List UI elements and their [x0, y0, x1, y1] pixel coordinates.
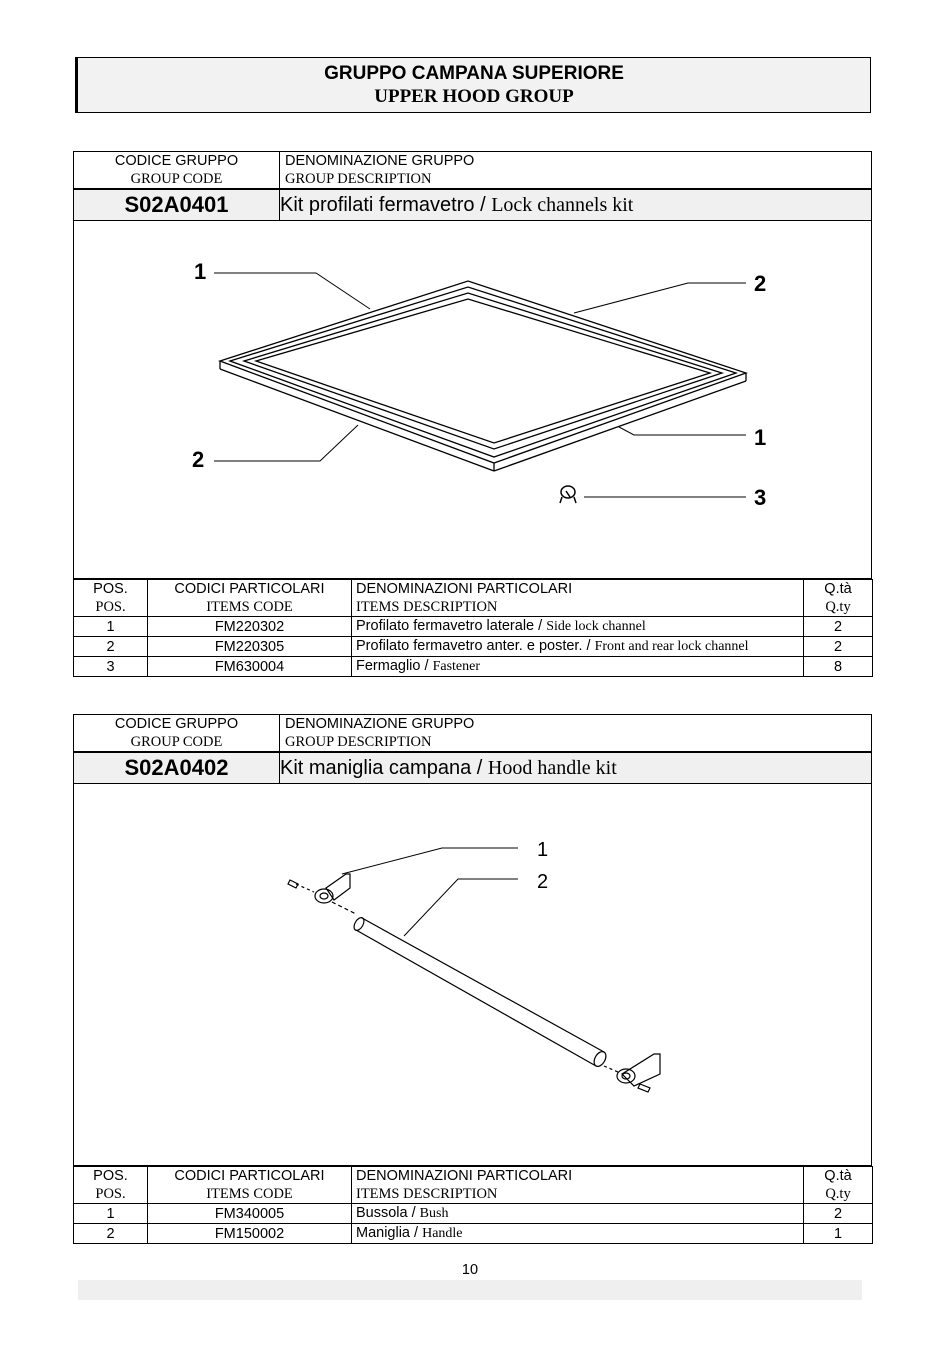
item-qty: 2 [804, 1204, 873, 1224]
group-code-label-en: GROUP CODE [130, 734, 223, 750]
group-code-label-it: CODICE GRUPPO [114, 716, 239, 732]
hood-handle-illustration [74, 784, 871, 1166]
item-qty: 2 [804, 617, 873, 637]
callout-2-left: 2 [192, 447, 205, 472]
table-row [74, 657, 873, 677]
items-table [73, 579, 873, 677]
group-description-header [280, 715, 872, 753]
item-description: Fermaglio / Fastener [352, 657, 804, 677]
table-row [74, 1204, 873, 1224]
qty-column-header: Q.tà Q.ty [804, 580, 873, 617]
item-code: FM340005 [148, 1204, 352, 1224]
item-code: FM150002 [148, 1224, 352, 1244]
item-code: FM220305 [148, 637, 352, 657]
pos-column-header: POS. POS. [74, 1167, 148, 1204]
lock-channels-frame-illustration [74, 221, 871, 579]
item-pos: 1 [74, 1204, 148, 1224]
item-qty: 8 [804, 657, 873, 677]
group-section-1 [73, 151, 872, 677]
page-title-box [75, 57, 871, 113]
group-section-2 [73, 714, 872, 1244]
group-name-it: Kit maniglia campana / [280, 756, 488, 779]
group-code: S02A0401 [74, 189, 280, 221]
page-number: 10 [461, 1262, 479, 1278]
item-pos: 3 [74, 657, 148, 677]
fastener-icon [560, 486, 576, 503]
group-name-en: Hood handle kit [487, 756, 617, 779]
callout-2-right: 2 [754, 271, 767, 296]
item-pos: 1 [74, 617, 148, 637]
item-qty: 2 [804, 637, 873, 657]
group-code-header [74, 152, 280, 190]
item-description: Profilato fermavetro anter. e poster. / Front and rear lock channel [352, 637, 804, 657]
page-title-english: UPPER HOOD GROUP [374, 86, 574, 107]
callout-3-right: 3 [754, 485, 767, 510]
callout-2: 2 [537, 871, 549, 893]
group-header-table [73, 151, 872, 221]
group-header-table [73, 714, 872, 784]
group-code-label-en: GROUP CODE [130, 171, 223, 187]
hood-handle-drawing [73, 784, 872, 1166]
items-description-column-header: DENOMINAZIONI PARTICOLARI ITEMS DESCRIPTION [352, 1167, 804, 1204]
footer-bar [78, 1280, 862, 1300]
group-desc-label-en: GROUP DESCRIPTION [285, 734, 432, 750]
group-desc-label-it: DENOMINAZIONE GRUPPO [285, 716, 475, 732]
lock-channels-drawing [73, 221, 872, 579]
item-description: Maniglia / Handle [352, 1224, 804, 1244]
items-code-column-header: CODICI PARTICOLARI ITEMS CODE [148, 1167, 352, 1204]
group-code: S02A0402 [74, 752, 280, 784]
item-pos: 2 [74, 1224, 148, 1244]
table-row [74, 1224, 873, 1244]
page-title-italian: GRUPPO CAMPANA SUPERIORE [324, 63, 624, 84]
callout-1: 1 [537, 839, 549, 861]
table-row [74, 637, 873, 657]
pos-column-header: POS. POS. [74, 580, 148, 617]
items-table [73, 1166, 873, 1244]
item-pos: 2 [74, 637, 148, 657]
item-code: FM630004 [148, 657, 352, 677]
item-description: Profilato fermavetro laterale / Side lock channel [352, 617, 804, 637]
group-desc-label-it: DENOMINAZIONE GRUPPO [285, 153, 475, 169]
qty-column-header: Q.tà Q.ty [804, 1167, 873, 1204]
item-code: FM220302 [148, 617, 352, 637]
group-description-header [280, 152, 872, 190]
table-row [74, 617, 873, 637]
group-name-en: Lock channels kit [491, 193, 634, 216]
group-name-it: Kit profilati fermavetro / [280, 193, 492, 216]
group-code-label-it: CODICE GRUPPO [114, 153, 239, 169]
group-name [280, 189, 872, 221]
group-code-header [74, 715, 280, 753]
items-code-column-header: CODICI PARTICOLARI ITEMS CODE [148, 580, 352, 617]
items-description-column-header: DENOMINAZIONI PARTICOLARI ITEMS DESCRIPTION [352, 580, 804, 617]
callout-1-top: 1 [194, 259, 207, 284]
group-name [280, 752, 872, 784]
group-desc-label-en: GROUP DESCRIPTION [285, 171, 432, 187]
callout-1-right: 1 [754, 425, 767, 450]
item-description: Bussola / Bush [352, 1204, 804, 1224]
item-qty: 1 [804, 1224, 873, 1244]
